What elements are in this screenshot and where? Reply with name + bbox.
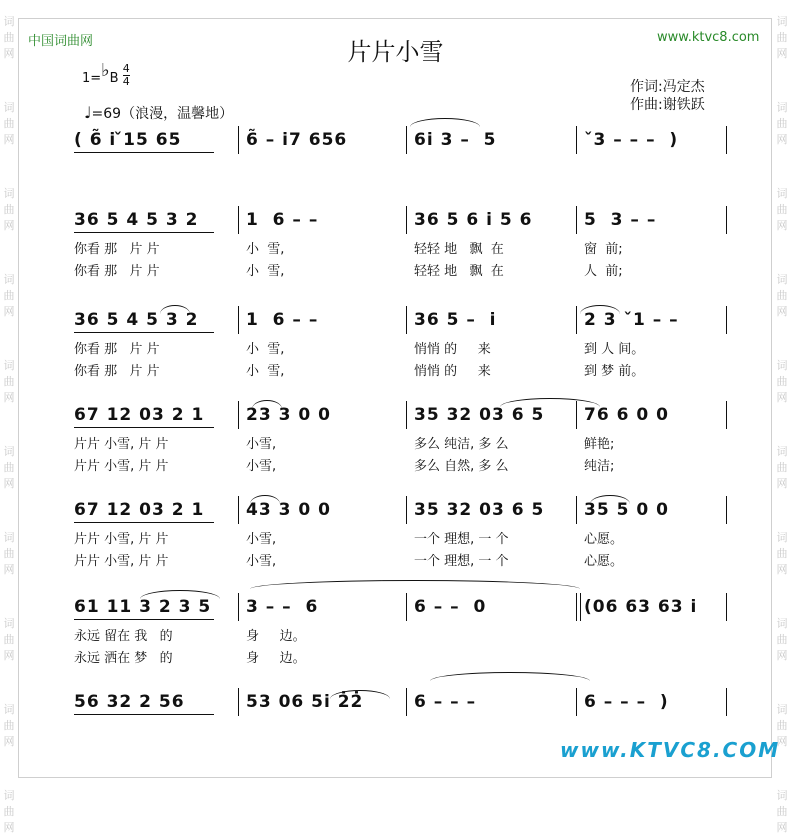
bar-line [576,688,577,716]
lyric-line [70,455,730,473]
bar-line-end [726,496,727,524]
bar-line [238,688,239,716]
measure: 56 32 2 56 [74,692,185,712]
bar-line [576,306,577,334]
bar-line [576,593,577,621]
bar-line [406,306,407,334]
lyric-line [70,433,730,451]
lyric-line [70,625,730,643]
lyric-segment: 悄悄 的 来 [414,364,491,379]
lyric-segment: 多么 纯洁, 多 么 [414,437,509,452]
lyric-line [70,360,730,378]
bar-line-end [726,401,727,429]
beam-underline [74,232,214,233]
bar-line [406,126,407,154]
lyric-segment: 你看 那 片 片 [74,342,160,357]
lyric-segment: 身 边。 [246,629,306,644]
bar-line [238,126,239,154]
measure: 23 3 0 0 [246,405,331,425]
lyric-segment: 小 雪, [246,342,285,357]
measure: 36 5 6 i 5 6 [414,210,533,230]
measure: 6 – – – [414,692,477,712]
slur-tie [590,495,630,504]
lyric-segment: 轻轻 地 飘 在 [414,242,504,257]
lyric-segment: 你看 那 片 片 [74,364,160,379]
measure: 2 3 ˇ1 – – [584,310,679,330]
measure: 35 32 03 6 5 [414,405,545,425]
bar-line-end [726,126,727,154]
meter-denominator: 4 [122,75,130,88]
measure: ˇ3 – – – ) [584,130,679,150]
key-prefix: 1= [82,71,102,86]
lyric-segment: 片片 小雪, 片 片 [74,554,169,569]
slur-tie [250,495,280,504]
measure: 61 11 3 2 3 5 [74,597,212,617]
slur-tie [580,305,620,314]
lyric-segment: 片片 小雪, 片 片 [74,459,169,474]
music-line [70,500,730,524]
tempo-text: =69（浪漫，温馨地） [91,106,234,122]
lyric-segment: 心愿。 [584,532,624,547]
lyric-segment: 多么 自然, 多 么 [414,459,509,474]
slur-tie [160,305,190,314]
measure: 6 – – 0 [414,597,487,617]
measure: (06 63 63 i [584,597,698,617]
bar-line [238,593,239,621]
watermark-column-right: 词曲网 词曲网 词曲网 词曲网 词曲网 词曲网 词曲网 词曲网 词曲网 词曲网 [776,15,788,834]
slur-tie [500,398,600,407]
beam-underline [74,332,214,333]
flat-icon: ♭ [101,60,110,81]
lyric-segment: 你看 那 片 片 [74,264,160,279]
bar-line-end [726,688,727,716]
lyric-segment: 悄悄 的 来 [414,342,491,357]
beam-underline [74,619,214,620]
beam-underline [74,714,214,715]
measure: ( 6̃ i ̌15 65 [74,130,182,150]
lyric-segment: 小雪, [246,459,277,474]
bar-line [406,496,407,524]
measure: 67 12 03 2 1 [74,500,205,520]
measure: 6 – – – ) [584,692,669,712]
song-title: 片片小雪 [347,38,444,66]
slur-tie [430,672,590,681]
lyric-segment: 小 雪, [246,264,285,279]
music-line [70,692,730,716]
lyric-line [70,338,730,356]
measure: 36 5 – i [414,310,497,330]
lyric-segment: 你看 那 片 片 [74,242,160,257]
slur-tie [252,400,282,409]
brand-watermark: www.KTVC8.COM [560,738,781,762]
measure: 3 – – 6 [246,597,319,617]
watermark-column-left: 词曲网 词曲网 词曲网 词曲网 词曲网 词曲网 词曲网 词曲网 词曲网 词曲网 [3,15,15,834]
lyric-segment: 到 梦 前。 [584,364,645,379]
bar-line [576,496,577,524]
music-line [70,210,730,234]
lyricist: 作词:冯定杰 [630,79,705,95]
bar-line [576,126,577,154]
lyric-segment: 小 雪, [246,242,285,257]
lyric-line [70,528,730,546]
lyric-line [70,647,730,665]
measure: 67 12 03 2 1 [74,405,205,425]
music-line [70,597,730,621]
bar-line-end [726,206,727,234]
lyric-segment: 到 人 间。 [584,342,645,357]
bar-line [238,401,239,429]
bar-line [406,401,407,429]
measure: 35 5 0 0 [584,500,669,520]
site-name-left: 中国词曲网 [28,34,94,49]
lyric-segment: 小雪, [246,554,277,569]
lyric-line [70,550,730,568]
measure: 53 06 5i 2̇2̇ [246,692,364,712]
bar-line [406,206,407,234]
measure: 1 6 – – [246,210,319,230]
beam-underline [74,152,214,153]
measure: 5 3 – – [584,210,657,230]
measure: 76 6 0 0 [584,405,669,425]
slur-tie [140,590,220,599]
key-note: B [109,71,119,86]
beam-underline [74,522,214,523]
bar-line [406,593,407,621]
lyric-line [70,238,730,256]
bar-line [406,688,407,716]
site-url-right: www.ktvc8.com [657,30,760,45]
lyric-segment: 一个 理想, 一 个 [414,532,509,547]
bar-line [238,206,239,234]
lyric-line [70,260,730,278]
lyric-segment: 心愿。 [584,554,624,569]
measure: 1 6 – – [246,310,319,330]
measure: 6̃ – i7 656 [246,130,348,150]
lyric-segment: 永远 留在 我 的 [74,629,173,644]
bar-line [576,206,577,234]
lyric-segment: 窗 前; [584,242,623,257]
measure: 35 32 03 6 5 [414,500,545,520]
meter-numerator: 4 [122,62,130,75]
bar-line [238,496,239,524]
music-line [70,405,730,429]
music-line [70,130,730,154]
lyric-segment: 小 雪, [246,364,285,379]
lyric-segment: 鲜艳; [584,437,615,452]
bar-line-end [726,306,727,334]
lyric-segment: 永远 洒在 梦 的 [74,651,173,666]
lyric-segment: 纯洁; [584,459,615,474]
bar-line [238,306,239,334]
slur-tie [250,580,580,589]
lyric-segment: 片片 小雪, 片 片 [74,532,169,547]
lyric-segment: 小雪, [246,532,277,547]
measure: 43 3 0 0 [246,500,331,520]
slur-tie [410,118,480,127]
measure: 36 5 4 5 3 2 [74,210,199,230]
composer: 作曲:谢铁跃 [630,97,705,113]
lyric-segment: 轻轻 地 飘 在 [414,264,504,279]
lyric-segment: 小雪, [246,437,277,452]
measure: 6i 3 – 5 [414,130,497,150]
lyric-segment: 人 前; [584,264,623,279]
lyric-segment: 片片 小雪, 片 片 [74,437,169,452]
lyric-segment: 一个 理想, 一 个 [414,554,509,569]
beam-underline [74,427,214,428]
lyric-segment: 身 边。 [246,651,306,666]
measure: 36 5 4 5 3 2 [74,310,199,330]
quarter-note-icon: ♩ [84,103,92,122]
bar-line-end [726,593,727,621]
